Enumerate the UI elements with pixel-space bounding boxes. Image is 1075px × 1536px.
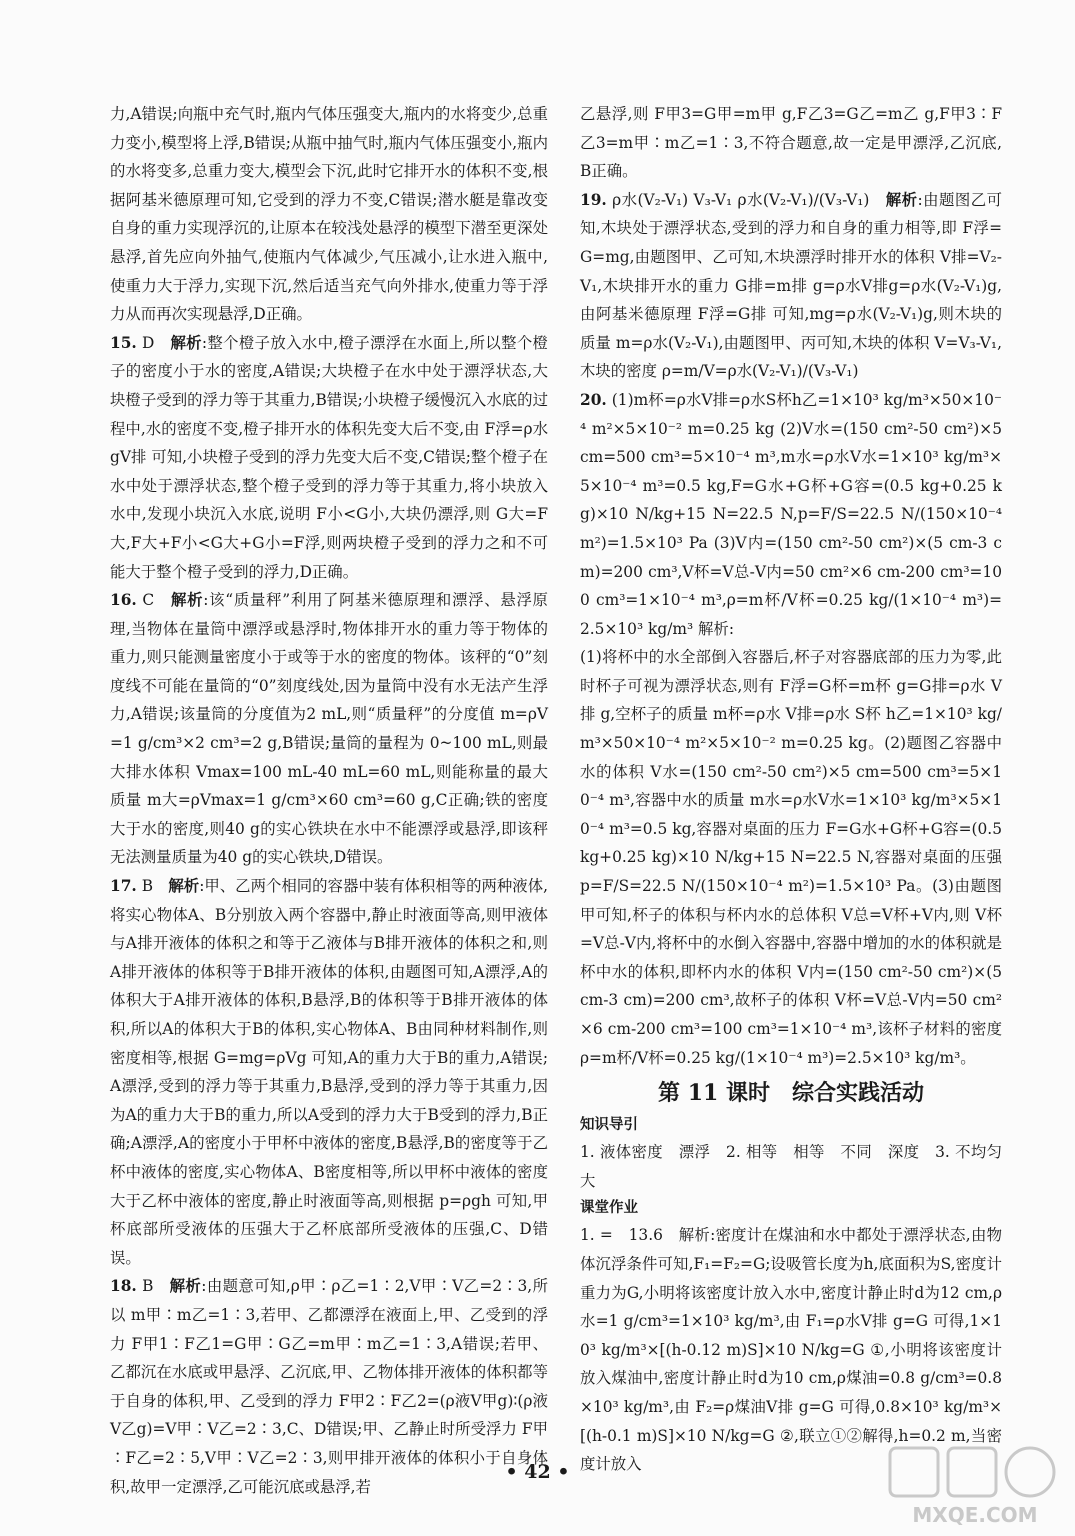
homework-answers: 1. = 13.6 解析:密度计在煤油和水中都处于漂浮状态,由物体沉浮条件可知,F₁=F₂=G;设吸管长度为h,底面积为S,密度计重力为G,小明将该密度计放入水中,密度计静止时d为12 cm,ρ水=1 g/cm³=1×10³ kg/m³,由 F₁=ρ水V排 g=G 可得,1×10³ kg/m³×[(h-0.12 m)S]×10 N/kg=G ①,小明将该密度计放入煤油中,密度计静止时d为10 cm,ρ煤油=0.8 g/cm³=0.8×10³ kg/m³,由 F₂=ρ煤油V排 g=G 可得,0.8×10³ kg/m³×[(h-0.1 m)S]×10 N/kg=G ②,联立①②解得,h=0.2 m,当密度计放入 bbox=[580, 1226, 1002, 1474]
answer-paragraph: (1)将杯中的水全部倒入容器后,杯子对容器底部的压力为零,此时杯子可视为漂浮状态,则有 F浮=G杯=m杯 g=G排=ρ水 V排 g,空杯子的质量 m杯=ρ水 V排=ρ水 S杯 h乙=1×10³ kg/m³×50×10⁻⁴ m²×5×10⁻² m=0.25 kg。(2)题图乙容器中水的体积 V水=(150 cm²-50 cm²)×5 cm=500 cm³=5×10⁻⁴ m³,容器中水的质量 m水=ρ水V水=1×10³ kg/m³×5×10⁻⁴ m³=0.5 kg,容器对桌面的压力 F=G水+G杯+G容=(0.5 kg+0.25 kg)×10 N/kg+15 N=22.5 N,容器对桌面的压强 p=F/S=22.5 N/(150×10⁻⁴ m²)=1.5×10³ Pa。(3)由题图甲可知,杯子的体积与杯内水的总体积 V总=V杯+V内,则 V杯=V总-V内,将杯中的水倒入容器中,容器中增加的水的体积就是杯中水的体积,即杯内水的体积 V内=(150 cm²-50 cm²)×(5 cm-3 cm)=200 cm³,故杯子的体积 V杯=V总-V内=50 cm²×6 cm-200 cm³=100 cm³=1×10⁻⁴ m³,该杯子材料的密度 ρ=m杯/V杯=0.25 kg/(1×10⁻⁴ m³)=2.5×10³ kg/m³。 bbox=[580, 648, 1002, 1067]
answer-paragraph: 15. D 解析:整个橙子放入水中,橙子漂浮在水面上,所以整个橙子的密度小于水的密度,A错误;大块橙子在水中处于漂浮状态,大块橙子受到的浮力等于其重力,B错误;小块橙子缓慢沉入水底的过程中,水的密度不变,橙子排开水的体积先变大后不变,由 F浮=ρ水 gV排 可知,小块橙子受到的浮力先变大后不变,C错误;整个橙子在水中处于漂浮状态,整个橙子受到的浮力等于其重力,将小块放入水中,发现小块沉入水底,说明 F小<G小,大块仍漂浮,则 G大=F大,F大+F小<G大+G小=F浮,则两块橙子受到的浮力之和不可能大于整个橙子受到的浮力,D正确。 bbox=[110, 333, 548, 581]
section-title: 第 11 课时 综合实践活动 bbox=[658, 1080, 924, 1107]
answer-paragraph: 16. C 解析:该“质量秤”利用了阿基米德原理和漂浮、悬浮原理,当物体在量筒中漂浮或悬浮时,物体排开水的重力等于物体的重力,则只能测量密度小于或等于水的密度的物体。该秤的“0”刻度线不可能在量筒的“0”刻度线处,因为量筒中没有水无法产生浮力,A错误;该量筒的分度值为2 mL,则“质量秤”的分度值 m=ρV=1 g/cm³×2 cm³=2 g,B错误;量筒的量程为 0~100 mL,则最大排水体积 Vmax=100 mL-40 mL=60 mL,则能称量的最大质量 m大=ρVmax=1 g/cm³×60 cm³=60 g,C正确;铁的密度大于水的密度,则40 g的实心铁块在水中不能漂浮或悬浮,即该秤无法测量质量为40 g的实心铁块,D错误。 bbox=[110, 591, 548, 867]
right-column bbox=[580, 100, 1018, 1479]
subsection-title: 知识导引 bbox=[580, 1116, 638, 1134]
answer-paragraph: 19. ρ水(V₂-V₁) V₃-V₁ ρ水(V₂-V₁)/(V₃-V₁) 解析:由题图乙可知,木块处于漂浮状态,受到的浮力和自身的重力相等,即 F浮=G=mg,由题图甲、乙可知,木块漂浮时排开水的体积 V排=V₂-V₁,木块排开水的重力 G排=m排 g=ρ水V排g=ρ水(V₂-V₁)g,由阿基米德原理 F浮=G排 可知,mg=ρ水(V₂-V₁)g,则木块的质量 m=ρ水(V₂-V₁),由题图甲、丙可知,木块的体积 V=V₃-V₁,木块的密度 ρ=m/V=ρ水(V₂-V₁)/(V₃-V₁) bbox=[580, 190, 1002, 381]
svg-text:MXQE.COM: MXQE.COM bbox=[912, 1503, 1038, 1527]
answer-paragraph: 乙悬浮,则 F甲3=G甲=m甲 g,F乙3=G乙=m乙 g,F甲3∶F乙3=m甲∶m乙=1∶3,不符合题意,故一定是甲漂浮,乙沉底,B正确。 bbox=[580, 105, 1002, 181]
answer-paragraph: 17. B 解析:甲、乙两个相同的容器中装有体积相等的两种液体,将实心物体A、B分别放入两个容器中,静止时液面等高,则甲液体与A排开液体的体积之和等于乙液体与B排开液体的体积之和,则A排开液体的体积等于B排开液体的体积,由题图可知,A漂浮,A的体积大于A排开液体的体积,B悬浮,B的体积等于B排开液体的体积,所以A的体积大于B的体积,实心物体A、B由同种材料制作,则密度相等,根据 G=mg=ρVg 可知,A的重力大于B的重力,A错误;A漂浮,受到的浮力等于其重力,B悬浮,受到的浮力等于其重力,因为A的重力大于B的重力,所以A受到的浮力大于B受到的浮力,B正确;A漂浮,A的密度小于甲杯中液体的密度,B悬浮,B的密度等于乙杯中液体的密度,实心物体A、B密度相等,所以甲杯中液体的密度大于乙杯中液体的密度,静止时液面等高,则根据 p=ρgh 可知,甲杯底部所受液体的压强大于乙杯底部所受液体的压强,C、D错误。 bbox=[110, 877, 548, 1267]
guide-answers: 1. 液体密度 漂浮 2. 相等 相等 不同 深度 3. 不均匀 大 bbox=[580, 1143, 1018, 1190]
page-number: • 42 • bbox=[505, 1461, 570, 1483]
watermark-logo bbox=[880, 1440, 1070, 1530]
answer-paragraph: 力,A错误;向瓶中充气时,瓶内气体压强变大,瓶内的水将变少,总重力变小,模型将上浮,B错误;从瓶中抽气时,瓶内气体压强变小,瓶内的水将变多,总重力变大,模型会下沉,此时它排开水的体积不变,根据阿基米德原理可知,它受到的浮力不变,C错误;潜水艇是靠改变自身的重力实现浮沉的,让原本在较浅处悬浮的模型下潜至更深处悬浮,首先应向外抽气,使瓶内气体减少,气压减小,让水进入瓶中,使重力大于浮力,实现下沉,然后适当充气向外排水,使重力等于浮力从而再次实现悬浮,D正确。 bbox=[110, 105, 548, 324]
answer-paragraph: 20. (1)m杯=ρ水V排=ρ水S杯h乙=1×10³ kg/m³×50×10⁻⁴ m²×5×10⁻² m=0.25 kg (2)V水=(150 cm²-50 cm²)×5 cm=500 cm³=5×10⁻⁴ m³,m水=ρ水V水=1×10³ kg/m³×5×10⁻⁴ m³=0.5 kg,F=G水+G杯+G容=(0.5 kg+0.25 kg)×10 N/kg+15 N=22.5 N,p=F/S=22.5 N/(150×10⁻⁴ m²)=1.5×10³ Pa (3)V内=(150 cm²-50 cm²)×(5 cm-3 cm)=200 cm³,V杯=V总-V内=50 cm²×6 cm-200 cm³=100 cm³=1×10⁻⁴ m³,ρ=m杯/V杯=0.25 kg/(1×10⁻⁴ m³)=2.5×10³ kg/m³ 解析: bbox=[580, 390, 1002, 638]
left-column bbox=[110, 100, 548, 1501]
subsection-title: 课堂作业 bbox=[580, 1199, 638, 1217]
answer-paragraph: 18. B 解析:由题意可知,ρ甲∶ρ乙=1∶2,V甲∶V乙=2∶3,所以 m甲∶m乙=1∶3,若甲、乙都漂浮在液面上,甲、乙受到的浮力 F甲1∶F乙1=G甲∶G乙=m甲∶m乙=1∶3,A错误;若甲、乙都沉在水底或甲悬浮、乙沉底,甲、乙物体排开液体的体积都等于自身的体积,甲、乙受到的浮力 F甲2∶F乙2=(ρ液V甲g)∶(ρ液V乙g)=V甲∶V乙=2∶3,C、D错误;甲、乙静止时所受浮力 F甲∶F乙=2∶5,V甲∶V乙=2∶3,则甲排开液体的体积小于自身体积,故甲一定漂浮,乙可能沉底或悬浮,若 bbox=[110, 1277, 548, 1496]
